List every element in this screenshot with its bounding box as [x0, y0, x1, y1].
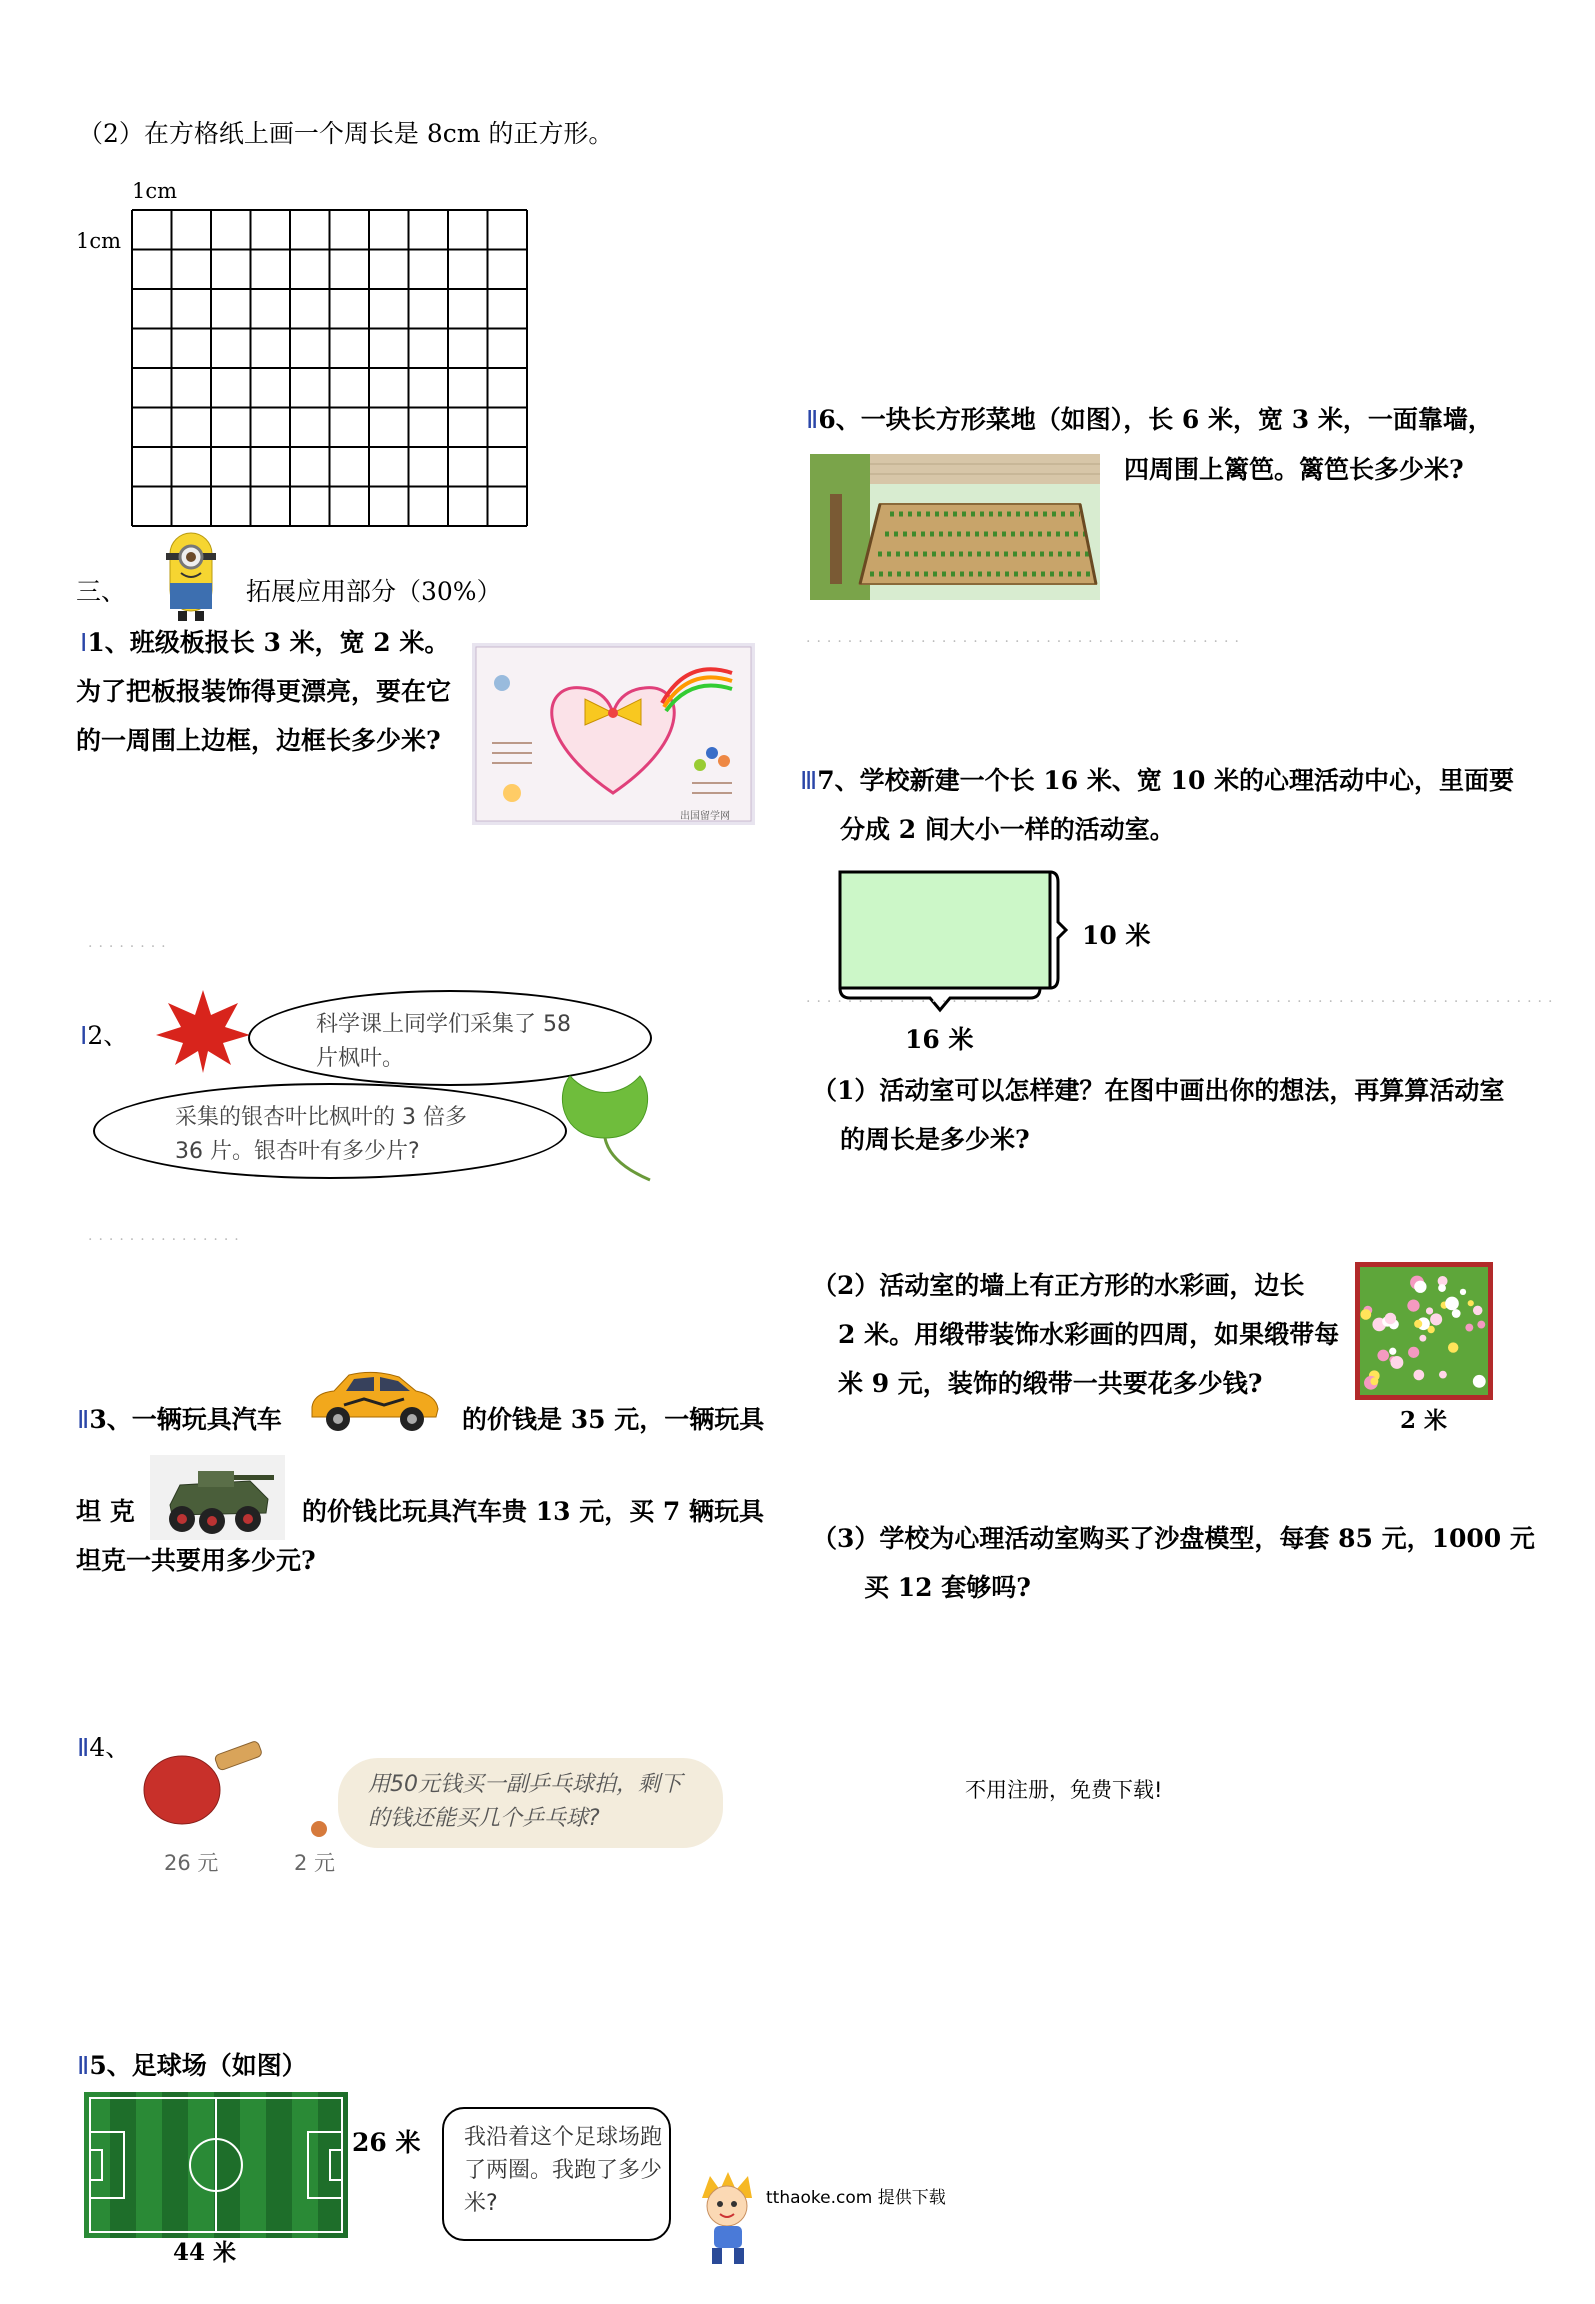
- grid-label-left: 1cm: [76, 229, 122, 253]
- minion-icon: [156, 525, 226, 625]
- q7-sub3-line2: 买 12 套够吗?: [864, 1573, 1031, 1602]
- q4-bubble-text: 用50元钱买一副乒乓球拍，剩下的钱还能买几个乒乓球?: [368, 1772, 682, 1831]
- ping-pong-paddle-icon: [140, 1748, 265, 1828]
- q3-part4: 的价钱比玩具汽车贵 13 元，买 7 辆玩具: [302, 1497, 765, 1526]
- free-download-note: 不用注册，免费下载!: [965, 1778, 1163, 1802]
- ping-pong-ball-icon: [310, 1820, 328, 1838]
- q1-line2: 为了把板报装饰得更漂亮，要在它: [76, 677, 452, 706]
- section-number: 三、: [76, 577, 127, 606]
- q5-title: 5、足球场（如图）: [89, 2051, 307, 2080]
- level-marker: Ⅱ: [77, 1735, 90, 1762]
- grid-question-prompt: （2）在方格纸上画一个周长是 8cm 的正方形。: [78, 119, 614, 148]
- q7-sub1-line2: 的周长是多少米?: [840, 1125, 1030, 1154]
- blackboard-poster-image: [472, 643, 755, 825]
- q7-sub1-line1: （1）活动室可以怎样建？在图中画出你的想法，再算算活动室: [812, 1076, 1505, 1105]
- q7-line1: 7、学校新建一个长 16 米、宽 10 米的心理活动中心，里面要: [817, 766, 1515, 795]
- speech-bubble: [338, 1758, 723, 1848]
- toy-car-image: [304, 1365, 444, 1435]
- vegetable-garden-image: [810, 454, 1100, 600]
- q2-number: 2、: [87, 1021, 129, 1050]
- level-marker: Ⅲ: [800, 768, 818, 795]
- paddle-price: 26 元: [164, 1851, 219, 1875]
- speech-bubble: [442, 2107, 671, 2241]
- painting-size-label: 2 米: [1400, 1407, 1448, 1434]
- field-width-label: 26 米: [352, 2128, 421, 2157]
- q7-sub2-line1: （2）活动室的墙上有正方形的水彩画，边长: [812, 1271, 1305, 1300]
- level-marker: Ⅱ: [77, 1407, 90, 1434]
- q6-line2: 四周围上篱笆。篱笆长多少米?: [1124, 455, 1464, 484]
- q7-line2: 分成 2 间大小一样的活动室。: [840, 815, 1175, 844]
- field-length-label: 44 米: [173, 2239, 237, 2266]
- q1-line1: 1、班级板报长 3 米，宽 2 米。: [87, 628, 450, 657]
- q4-number: 4、: [89, 1733, 131, 1762]
- grid-label-top: 1cm: [132, 179, 178, 203]
- watercolor-painting-image: [1355, 1262, 1493, 1400]
- length-label: 16 米: [905, 1025, 974, 1054]
- q7-sub2-line2: 2 米。用缎带装饰水彩画的四周，如果缎带每: [838, 1320, 1340, 1349]
- q3-part1: 3、一辆玩具汽车: [89, 1405, 282, 1434]
- toy-tank-image: [150, 1455, 285, 1540]
- footer-source: tthaoke.com 提供下载: [766, 2188, 946, 2208]
- ginkgo-leaf-icon: [550, 1068, 660, 1183]
- level-marker: Ⅰ: [80, 630, 88, 657]
- level-marker: Ⅰ: [80, 1023, 88, 1050]
- level-marker: Ⅱ: [806, 407, 819, 434]
- football-field-image: [84, 2092, 348, 2238]
- dotted-separator: ........................................................................: [806, 990, 1559, 1006]
- dotted-separator: ...............: [88, 1228, 245, 1244]
- q7-sub3-line1: （3）学校为心理活动室购买了沙盘模型，每套 85 元，1000 元: [812, 1524, 1535, 1553]
- height-label: 10 米: [1082, 921, 1151, 950]
- level-marker: Ⅱ: [77, 2053, 90, 2080]
- q6-line1: 6、一块长方形菜地（如图），长 6 米，宽 3 米，一面靠墙，: [818, 405, 1493, 434]
- cartoon-kid-icon: [690, 2168, 765, 2268]
- q3-part5: 坦克一共要用多少元?: [76, 1546, 316, 1575]
- q3-part2: 的价钱是 35 元，一辆玩具: [462, 1405, 765, 1434]
- dotted-separator: ........: [88, 935, 172, 951]
- poster-credit: 出国留学网: [680, 811, 730, 822]
- bubble-text-ginkgo: 采集的银杏叶比枫叶的 3 倍多 36 片。银杏叶有多少片?: [175, 1105, 467, 1164]
- q5-bubble-text: 我沿着这个足球场跑了两圈。我跑了多少米?: [464, 2125, 663, 2216]
- q7-sub2-line3: 米 9 元，装饰的缎带一共要花多少钱?: [838, 1369, 1263, 1398]
- section-title: 拓展应用部分（30%）: [246, 577, 502, 606]
- ball-price: 2 元: [294, 1851, 336, 1875]
- q1-line3: 的一周围上边框，边框长多少米?: [76, 726, 441, 755]
- maple-leaf-icon: [153, 985, 253, 1075]
- square-grid-paper[interactable]: [131, 209, 530, 529]
- dotted-separator: ..........................................: [806, 630, 1245, 646]
- bubble-text-maple: 科学课上同学们采集了 58 片枫叶。: [316, 1012, 571, 1071]
- speech-bubble: [93, 1083, 567, 1179]
- q3-part3: 坦 克: [76, 1497, 135, 1526]
